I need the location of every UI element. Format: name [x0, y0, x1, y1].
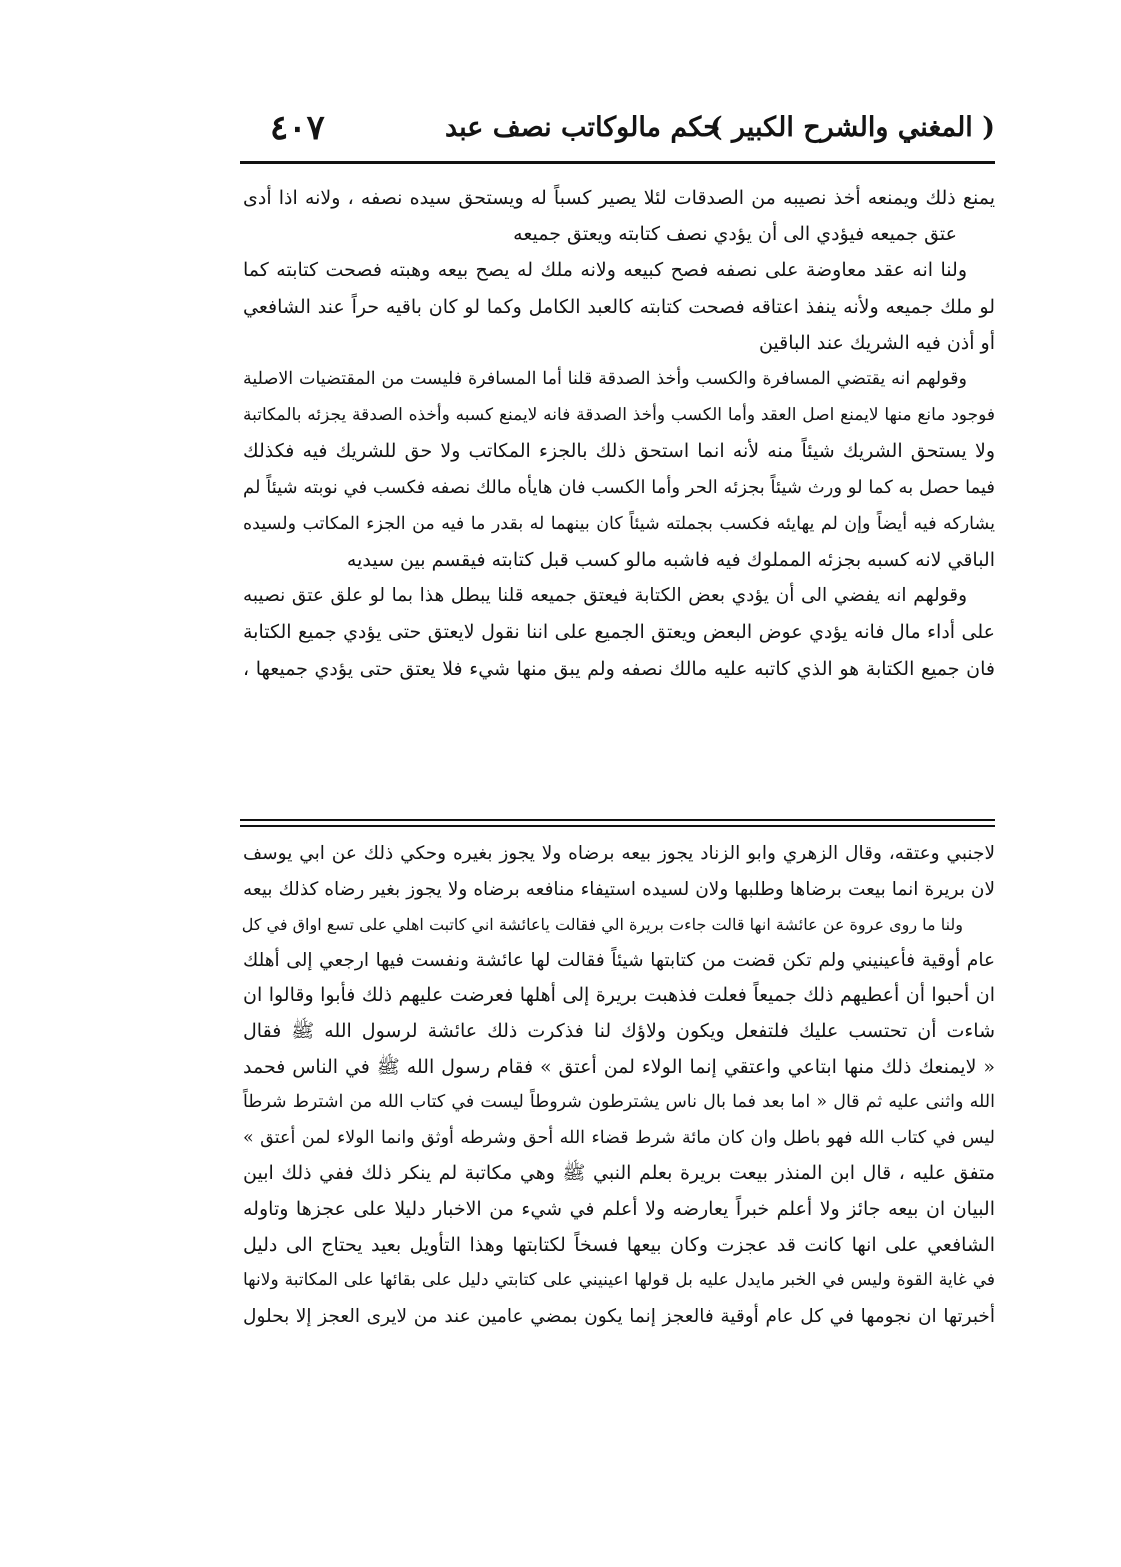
- note-line: لاجنبي وعتقه، وقال الزهري وابو الزناد يجوز بيعه برضاه ولا يجوز بغيره وحكي ذلك عن ابي يوسف: [243, 843, 995, 864]
- note-line: الشافعي على انها كانت قد عجزت وكان بيعها فسخاً لكتابتها وهذا التأويل بعيد يحتاج الى دليل: [243, 1233, 995, 1256]
- note-line: شاءت أن تحتسب عليك فلتفعل ويكون ولاؤك لنا فذكرت ذلك عائشة لرسول الله ﷺ فقال: [243, 1019, 995, 1042]
- text-line: يشاركه فيه أيضاً وإن لم يهايئه فكسب بجملته شيئاً كان بينهما له بقدر ما فيه من الجزء المكاتب ولسيده: [243, 513, 995, 534]
- text-line: فان جميع الكتابة هو الذي كاتبه عليه مالك نصفه ولم يبق منها شيء فلا يعتق حتى يؤدي جميعها ،: [243, 657, 995, 680]
- main-text: [243, 180, 995, 687]
- text-line: فوجود مانع منها لايمنع اصل العقد وأما الكسب وأخذ الصدقة فانه لايمنع كسبه وأخذه الصدقة يجزئه بالمكاتبة: [243, 405, 995, 426]
- note-line: في غاية القوة وليس في الخبر مايدل عليه بل قولها اعينيني على كتابتي دليل على بقائها على المكاتبة ولانها: [243, 1270, 995, 1291]
- page-number: ٤٠٧: [270, 108, 325, 148]
- note-line: ان أحبوا أن أعطيهم ذلك جميعاً فعلت فذهبت بريرة إلى أهلها فعرضت عليهم ذلك فأبوا وقالوا ان: [243, 984, 995, 1007]
- note-line: « لايمنعك ذلك منها ابتاعي واعتقي إنما الولاء لمن أعتق » فقام رسول الله ﷺ في الناس فحمد: [243, 1055, 995, 1078]
- text-line: وقولهم انه يفضي الى أن يؤدي بعض الكتابة فيعتق جميعه قلنا يبطل هذا بما لو علق عتق نصيبه: [243, 585, 967, 607]
- footnote-text: [243, 836, 995, 1334]
- text-line: يمنع ذلك ويمنعه أخذ نصيبه من الصدقات لئلا يصير كسباً له ويستحق سيده نصفه ، ولانه اذا أدى: [243, 187, 995, 209]
- text-line: وقولهم انه يقتضي المسافرة والكسب وأخذ الصدقة قلنا أما المسافرة فليست من المقتضيات الاصلية: [243, 369, 967, 390]
- note-line: عام أوقية فأعينيني ولم تكن قضت من كتابتها شيئاً فقالت لها عائشة ونفست فيها ارجعي إلى أهلك: [243, 949, 995, 971]
- text-line: فيما حصل به كما لو ورث شيئاً بجزئه الحر وأما الكسب فان هايأه مالك نصفه فكسب في نوبته شيئاً لم: [243, 476, 995, 498]
- text-line: لو ملك جميعه ولأنه ينفذ اعتاقه فصحت كتابته كالعبد الكامل وكما لو كان باقيه حراً عند الشافعي: [243, 295, 995, 318]
- book-title: ( المغني والشرح الكبير ): [709, 112, 995, 143]
- text-line: أو أذن فيه الشريك عند الباقين: [758, 331, 995, 354]
- text-line: الباقي لانه كسبه بجزئه المملوك فيه فاشبه مالو كسب قبل كتابته فيقسم بين سيديه: [346, 549, 995, 572]
- note-line: ولنا ما روى عروة عن عائشة انها قالت جاءت بريرة الي فقالت ياعائشة اني كاتبت اهلي على تسع اواق في كل: [241, 915, 963, 935]
- text-line: ولنا انه عقد معاوضة على نصفه فصح كبيعه ولانه ملك له يصح بيعه وهبته فصحت كتابته كما: [243, 259, 967, 282]
- text-line: عتق جميعه فيؤدي الى أن يؤدي نصف كتابته ويعتق جميعه: [513, 223, 957, 246]
- text-line: على أداء مال فانه يؤدي عوض البعض ويعتق الجميع على اننا نقول لايعتق حتى يؤدي جميع الكتابة: [243, 621, 995, 644]
- text-line: ولا يستحق الشريك شيئاً منه لأنه انما استحق ذلك بالجزء المكاتب ولا حق للشريك فيه فكذلك: [243, 440, 995, 463]
- page-header: [240, 108, 995, 156]
- header-rule: [240, 161, 995, 164]
- note-line: ليس في كتاب الله فهو باطل وان كان مائة شرط قضاء الله أحق وشرطه أوثق وانما الولاء لمن أعتق »: [243, 1127, 995, 1148]
- section-title: حكم مالوكاتب نصف عبد: [444, 112, 720, 143]
- note-line: أخبرتها ان نجومها في كل عام أوقية فالعجز إنما يكون بمضي عامين عند من لايرى العجز إلا بحلول: [243, 1305, 995, 1327]
- note-line: متفق عليه ، قال ابن المنذر بيعت بريرة بعلم النبي ﷺ وهي مكاتبة لم ينكر ذلك ففي ذلك ابين: [243, 1162, 995, 1185]
- footnote-rule-bottom: [240, 825, 995, 827]
- note-line: البيان ان بيعه جائز ولا أعلم خبراً يعارضه ولا أعلم في شيء من الاخبار دليلا على عجزها وتاوله: [243, 1197, 995, 1220]
- note-line: الله واثنى عليه ثم قال « اما بعد فما بال ناس يشترطون شروطاً ليست في كتاب الله من اشترط شرطاً: [243, 1092, 995, 1113]
- note-line: لان بريرة انما بيعت برضاها وطلبها ولان لسيده استيفاء منافعه برضاه ولا يجوز بغير رضاه كذلك بيعه: [243, 878, 995, 900]
- footnote-rule-top: [240, 819, 995, 821]
